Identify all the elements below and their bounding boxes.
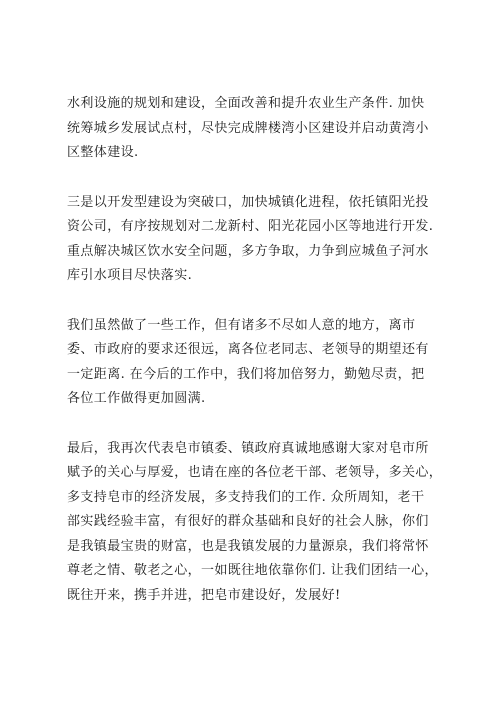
paragraph-3 [67, 314, 437, 412]
text-line: 资公司，有序按规划对二龙新村、阳光花园小区等地进行开发. [67, 219, 434, 234]
text-line: 各位工作做得更加圆满. [67, 391, 206, 406]
document-page [67, 92, 443, 608]
text-line: 一定距离. 在今后的工作中，我们将加倍努力，勤勉尽责，把 [67, 366, 425, 382]
text-line: 库引水项目尽快落实. [67, 268, 193, 283]
text-line: 我们虽然做了一些工作，但有诸多不尽如人意的地方，离市 [67, 317, 416, 333]
paragraph-2 [67, 191, 437, 289]
text-line: 最后，我再次代表皂市镇委、镇政府真诚地感谢大家对皂市所 [67, 440, 429, 456]
paragraph-4 [67, 437, 443, 609]
paragraph-1 [67, 92, 437, 166]
text-line: 部实践经验丰富，有很好的群众基础和良好的社会人脉，你们 [67, 514, 429, 529]
text-line: 委、市政府的要求还很远，离各位老同志、老领导的期望还有 [67, 342, 429, 357]
text-line: 既往开来，携手并进，把皂市建设好，发展好! [67, 587, 341, 603]
text-line: 三是以开发型建设为突破口，加快城镇化进程，依托镇阳光投 [67, 194, 429, 210]
text-line: 水利设施的规划和建设，全面改善和提升农业生产条件. 加快 [67, 96, 425, 111]
text-line: 尊老之情、敬老之心，一如既往地依靠你们. 让我们团结一心， [67, 563, 438, 578]
text-line: 多支持皂市的经济发展，多支持我们的工作. 众所周知，老干 [67, 489, 425, 505]
text-line: 重点解决城区饮水安全问题，多方争取，力争到应城鱼子河水 [67, 243, 429, 259]
text-line: 区整体建设. [67, 145, 139, 160]
text-line: 统筹城乡发展试点村，尽快完成牌楼湾小区建设并启动黄湾小 [67, 120, 429, 136]
text-line: 赋予的关心与厚爱，也请在座的各位老干部、老领导，多关心， [67, 465, 443, 480]
text-line: 是我镇最宝贵的财富，也是我镇发展的力量源泉，我们将常怀 [67, 538, 429, 554]
